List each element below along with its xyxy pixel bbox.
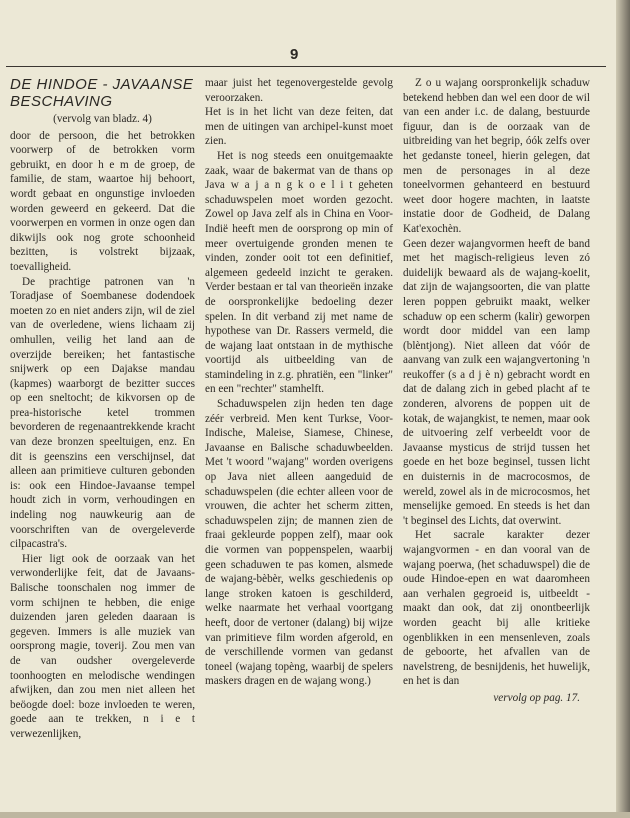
article-title: DE HINDOE - JAVAANSE BESCHAVING <box>10 76 194 110</box>
paragraph: De prachtige patronen van 'n Toradjase of Soembanese dodendoek moeten zo en niet anders zijn, wil de ziel van de overledene, wiens lichaam zij omhullen, veilig het land aan de overzijde bereiken; het fantastische snijwerk op een Dajakse mandau (kapmes) waarborgt de bezitter succes op een sneltocht; de kikvorsen op de prea-historische ketel trommen bevorderen de regenaantrekkende kracht van deze bronzen speeltuigen, enz. En dit is geenszins een verschijnsel, dat alleen aan primitieve culturen gebonden is: ook een Hindoe-Javaanse tempel houdt zich in vorm, verhoudingen en indeling nog nauwkeurig aan de voorschriften van de overgeleverde cilpacastra's. <box>10 275 195 551</box>
header-rule <box>6 66 606 67</box>
paragraph: maar juist het tegenovergestelde gevolg veroorzaken. <box>205 77 393 104</box>
column-2 <box>205 76 393 689</box>
paragraph: Het is in het licht van deze feiten, dat men de uitingen van archipel-kunst moet zien. <box>205 106 393 148</box>
page-edge-shadow <box>616 0 630 818</box>
paragraph: Hier ligt ook de oorzaak van het verwonderlijke feit, dat de Javaans-Balische toonschalen nog immer de vorm schijnen te hebben, die enige duizenden jaren geleden daaraan is gegeven. Immers is alle muziek van oorsprong magie, toverij. Zou men van de van oudsher overgeleverde toonhoogten en melodische wendingen afwijken, dan zou men niet alleen het beöogde doel: boze invloeden te weren, goede aan te trekken, n i e t verwezenlijken, <box>10 552 195 740</box>
column-3 <box>403 76 590 706</box>
page-number: 9 <box>290 46 299 63</box>
column-1 <box>10 76 195 742</box>
continued-note: vervolg op pag. 17. <box>493 691 580 704</box>
paragraph: Geen dezer wajangvormen heeft de band met het magisch-religieus leven zó duidelijk bewaard als de wajang-koelit, dat zijn de wajangsoorten, die van platte leren poppen gebruikt maakt, welker schaduw op een scherm (kalir) geworpen wordt door middel van een lamp (blèntjong). Niet alleen dat vóór de aanvang van zulk een wajangvertoning 'n reukoffer (s a d j è n) gebracht wordt en dat de dalang zich in gebed placht af te zonderen, alvorens de poppen uit de kotak, de wajangkist, te nemen, maar ook de uitvoering zelf verbeeldt voor de Javaanse mysticus de strijd tussen het goede en het boze beginsel, tussen licht en duisternis in de macrocosmos, de wereld, zowel als in de microcosmos, het menselijke gemoed. En steeds is het dan 't beginsel des Lichts, dat overwint. <box>403 237 590 527</box>
article-subtitle: (vervolg van bladz. 4) <box>53 113 152 125</box>
paragraph: Schaduwspelen zijn heden ten dage zéér verbreid. Men kent Turkse, Voor-Indische, Maleise, Siamese, Chinese, Javaanse en Balische schaduwbeelden. Met 't woord "wajang" worden overigens op Java niet alleen aangeduid de schaduwspelen (die echter alleen voor de vrouwen, die achter het scherm zitten, schaduwspelen zijn; de mannen zien de fraai gekleurde poppen zelf), maar ook die vormen van poppenspelen, waarbij geen schaduwen te pas komen, alsmede de wajang-bèbèr, welks geschiedenis op lange stroken katoen is geschilderd, welke naarmate het verhaal voortgang heeft, door de vertoner (dalang) bij wijze van primitieve film worden afgerold, en de verschillende vormen van gedanst toneel (wajang topèng, waarbij de spelers maskers dragen en de wajang wong.) <box>205 398 393 688</box>
page-bottom-edge <box>0 812 630 818</box>
paragraph: Het is nog steeds een onuitgemaakte zaak, waar de bakermat van de thans op Java w a j a n g k o e l i t geheten schaduwspelen moet worden gezocht. Zowel op Java zelf als in China en Voor-Indië heeft men de oorsprong op min of meer overtuigende gronden menen te vinden, zonder ooit tot een definitief, algemeen gedeeld inzicht te geraken. Verder bestaan er tal van theorieën inzake de oorspronkelijke bedoeling dezer spelen. In dit verband zij met name de hypothese van Dr. Rassers vermeld, die de wajang laat ontstaan in de mythische voortijd als uitbeelding van de stamindeling in z.g. phratiën, een "linker" en een "rechter" stamhelft. <box>205 149 393 396</box>
paragraph: Z o u wajang oorspronkelijk schaduw betekend hebben dan wel een door de wil van een ander i.c. de dalang, bestuurde figuur, dan is de oorzaak van de uitbreiding van het begrip, óók zelfs over het gedanste toneel, hierin gelegen, dat men de personages in al deze toneelvormen gehanteerd en bestuurd weet door hogere machten, in laatste instatie door de Godheid, de Dalang Kat'exochèn. <box>403 77 590 235</box>
paragraph: Het sacrale karakter dezer wajangvormen - en dan vooral van de wajang poerwa, (het schaduwspel) die de oude Hindoe-epen en wat daaromheen aan verhalen gegroeid is, uitbeeldt - maakt dan ook, dat zij onontbeerlijk worden geacht bij alle kritieke ogenblikken in een mensenleven, zoals de geboorte, het afvallen van de navelstreng, de besnijdenis, het huwelijk, en het is dan <box>403 529 590 688</box>
paragraph: door de persoon, die het betrokken voorwerp of de betrokken vorm gebruikt, en door h e m de groep, de familie, de stam, waartoe hij behoort, wordt gebaat en ongunstige invloeden worden geweerd en gekeerd. Dat die voorwerpen en vormen in onze ogen dan dikwijls ook nog grote schoonheid bezitten, is volstrekt bijzaak, toevalligheid. <box>10 129 195 273</box>
